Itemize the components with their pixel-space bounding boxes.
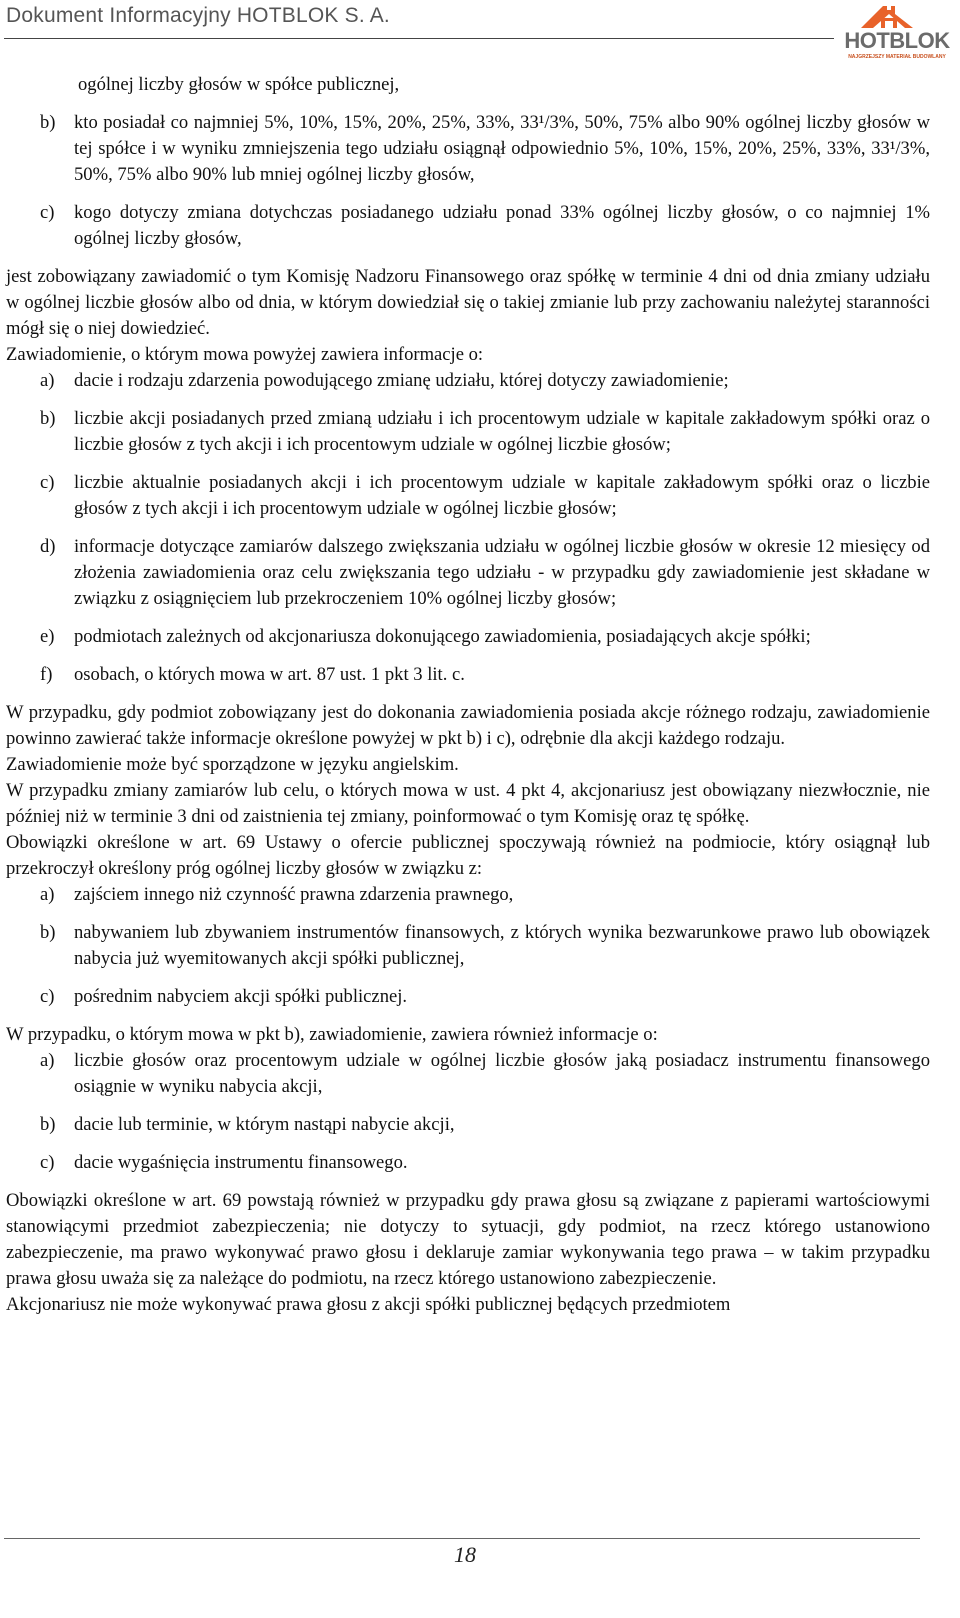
document-body (6, 72, 930, 1318)
list-item (6, 1048, 930, 1100)
list-item (6, 406, 930, 458)
page-header (0, 0, 960, 60)
list-text: zajściem innego niż czynność prawna zdarzenia prawnego, (74, 884, 514, 905)
list-item (6, 534, 930, 612)
list-text: dacie i rodzaju zdarzenia powodującego zmianę udziału, której dotyczy zawiadomienie; (74, 370, 729, 391)
list-text: nabywaniem lub zbywaniem instrumentów finansowych, z których wynika bezwarunkowe prawo lub obowiązek nabycia już wyemitowanych akcji spółki publicznej, (74, 922, 930, 969)
list-item (6, 882, 930, 908)
list-text: dacie lub terminie, w którym nastąpi nabycie akcji, (74, 1114, 455, 1135)
list-item (6, 110, 930, 188)
list-label: b) (40, 408, 56, 429)
list-text: podmiotach zależnych od akcjonariusza dokonującego zawiadomienia, posiadających akcje spółki; (74, 626, 811, 647)
list-label: a) (40, 884, 55, 905)
hotblok-logo (843, 0, 951, 64)
list-label: d) (40, 536, 56, 557)
list-item (6, 920, 930, 972)
document-title: Dokument Informacyjny HOTBLOK S. A. (6, 4, 390, 27)
paragraph: Zawiadomienie może być sporządzone w języku angielskim. (6, 754, 459, 775)
list-item (6, 1150, 930, 1176)
list-text: kogo dotyczy zmiana dotychczas posiadanego udziału ponad 33% ogólnej liczby głosów, o co najmniej 1% ogólnej liczby głosów, (74, 202, 930, 249)
list-text: kto posiadał co najmniej 5%, 10%, 15%, 20%, 25%, 33%, 33¹/3%, 50%, 75% albo 90% ogólnej liczby głosów w tej spółce i w wyniku zmniejszenia tego udziału osiągnął odpowiednio 5%, 10%, 15%, 20%, 25%, 33%, 33¹/3%, 50%, 75% albo 90% lub mniej ogólnej liczby głosów, (74, 112, 930, 185)
list-item (6, 662, 930, 688)
paragraph: Akcjonariusz nie może wykonywać prawa głosu z akcji spółki publicznej będących przedmiotem (6, 1294, 731, 1315)
list-item (6, 368, 930, 394)
list-label: f) (40, 664, 53, 685)
page-number: 18 (454, 1542, 476, 1567)
footer-divider (4, 1538, 920, 1539)
list-label: b) (40, 1114, 56, 1135)
paragraph: jest zobowiązany zawiadomić o tym Komisję Nadzoru Finansowego oraz spółkę w terminie 4 dni od dnia zmiany udziału w ogólnej liczbie głosów albo od dnia, w którym dowiedział się o takiej zmianie lub przy zachowaniu należytej staranności mógł się o niej dowiedzieć. (6, 266, 930, 339)
list-text: informacje dotyczące zamiarów dalszego zwiększania udziału w ogólnej liczbie głosów w okresie 12 miesięcy od złożenia zawiadomienia oraz celu zwiększania tego udziału - w przypadku gdy zawiadomienie jest składane w związku z osiągnięciem lub przekroczeniem 10% ogólnej liczby głosów; (74, 536, 930, 609)
list-label: c) (40, 986, 55, 1007)
paragraph: W przypadku, o którym mowa w pkt b), zawiadomienie, zawiera również informacje o: (6, 1024, 658, 1045)
list-text: liczbie aktualnie posiadanych akcji i ich procentowym udziale w kapitale zakładowym spółki oraz o liczbie głosów z tych akcji i ich procentowym udziale w ogólnej liczbie głosów; (74, 472, 930, 519)
list-text: liczbie głosów oraz procentowym udziale w ogólnej liczbie głosów jaką posiadacz instrumentu finansowego osiągnie w wyniku nabycia akcji, (74, 1050, 930, 1097)
list-item (6, 1112, 930, 1138)
paragraph: Obowiązki określone w art. 69 Ustawy o ofercie publicznej spoczywają również na podmiocie, który osiągnął lub przekroczył określony próg ogólnej liczby głosów w związku z: (6, 832, 930, 879)
list-item (6, 200, 930, 252)
list-label: a) (40, 1050, 55, 1071)
list-text: dacie wygaśnięcia instrumentu finansowego. (74, 1152, 408, 1173)
list-label: a) (40, 370, 55, 391)
list-label: c) (40, 202, 55, 223)
list-text: pośrednim nabyciem akcji spółki publicznej. (74, 986, 408, 1007)
list-label: b) (40, 922, 56, 943)
header-divider (4, 38, 834, 39)
paragraph: Obowiązki określone w art. 69 powstają również w przypadku gdy prawa głosu są związane z papierami wartościowymi stanowiącymi przedmiot zabezpieczenia; nie dotyczy to sytuacji, gdy podmiot, na rzecz którego ustanowiono zabezpieczenie, ma prawo wykonywać prawo głosu i deklaruje zamiar wykonywania tego prawa – w takim przypadku prawa głosu uważa się za należące do podmiotu, na rzecz którego ustanowiono zabezpieczenie. (6, 1190, 930, 1289)
list-label: b) (40, 112, 56, 133)
logo-wordmark: HOTBLOK (844, 28, 950, 53)
paragraph: W przypadku, gdy podmiot zobowiązany jest do dokonania zawiadomienia posiada akcje różnego rodzaju, zawiadomienie powinno zawierać także informacje określone powyżej w pkt b) i c), odrębnie dla akcji każdego rodzaju. (6, 702, 930, 749)
paragraph: Zawiadomienie, o którym mowa powyżej zawiera informacje o: (6, 344, 484, 365)
list-label: c) (40, 1152, 55, 1173)
list-item (6, 470, 930, 522)
list-item (6, 624, 930, 650)
list-text: osobach, o których mowa w art. 87 ust. 1 pkt 3 lit. c. (74, 664, 465, 685)
logo-tagline: NAJGRZEJSZY MATERIAŁ BUDOWLANY (848, 54, 946, 60)
list-continuation: ogólnej liczby głosów w spółce publicznej, (78, 74, 400, 95)
list-label: e) (40, 626, 55, 647)
list-item (6, 984, 930, 1010)
list-text: liczbie akcji posiadanych przed zmianą udziału i ich procentowym udziale w kapitale zakładowym spółki oraz o liczbie głosów z tych akcji i ich procentowym udziale w ogólnej liczbie głosów; (74, 408, 930, 455)
list-label: c) (40, 472, 55, 493)
paragraph: W przypadku zmiany zamiarów lub celu, o których mowa w ust. 4 pkt 4, akcjonariusz jest obowiązany niezwłocznie, nie później niż w terminie 3 dni od zaistnienia tej zmiany, poinformować o tym Komisję oraz tę spółkę. (6, 780, 930, 827)
